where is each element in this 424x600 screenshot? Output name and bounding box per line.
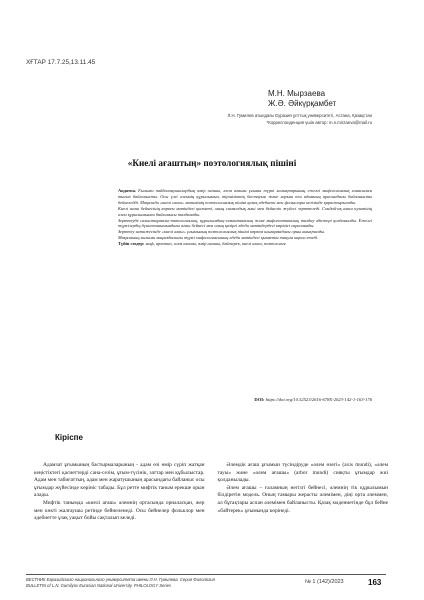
body-paragraph: Адамзат ұғымының бастырмаларының - адам өзі өмір сүріп жатқан кеңістіктегі қасиеттерді сана-сезім, ұғым-түсінік, заттар мен құбылыстар. Адам мен табиғаттың, адам мен жаратушының арасындағы байланыс осы ұғымдар жүйесінде көрініс табады. Бұл ретте мифтік таным ерекше орын алады. — [34, 462, 205, 499]
abstract-label: Аңдатпа. — [118, 188, 136, 193]
abstract-paragraph: Зерттеу нәтижесінде «киелі ағаш» ұғымының поэтологиялық пішіні көркем шығармадағы орны анықталды. — [118, 229, 326, 235]
doi-link[interactable]: https://doi.org/10.32523/2616-678X-2023-142-1-163-176 — [265, 397, 372, 402]
page-number: 163 — [368, 578, 382, 587]
keywords-line — [118, 241, 372, 247]
journal-name — [26, 577, 215, 589]
doi-line — [254, 397, 372, 402]
abstract-block — [118, 188, 372, 247]
abstract-paragraph: Зерттеуде салыстырмалы-типологиялық, құрылымдық-семантикалық және мифопоэтикалық талдау әдістері қолданылды. Ежелгі түркілердің дүниетанымындағы ағаш бейнесі мен оның қазіргі әдеби мәтіндердегі көрінісі сараланады. — [118, 217, 372, 229]
abstract-paragraph: Мақаланың ғылыми маңыздылығы түркі мифологиясының әдеби мәтіндегі қызметін тануға ықпал етеді. — [118, 235, 319, 241]
body-paragraph: Мифтік танымда «киелі ағаш» әлемнің ортасында орналасқан, жер мен көкті жалғаушы ретінде бейнеленеді. Осы бейнелер фольклор мен әдебиетте ұзақ уақыт бойы сақталып келеді. — [34, 499, 205, 522]
authors-block — [268, 89, 336, 109]
author-name: М.Н. Мырзаева — [268, 89, 326, 98]
section-heading: Кіріспе — [55, 433, 83, 442]
right-column — [218, 462, 389, 523]
doi-label: DOI: — [254, 397, 265, 402]
author-name: Ж.Ә. Әйкүрқамбет — [268, 99, 337, 108]
affiliation-block — [227, 113, 372, 126]
keywords-label: Түйін сөздер: — [118, 241, 145, 247]
keywords-text: миф, архетип, әлем ағашы, өмір ағашы, бәйтерек, киелі ағаш, поэтология — [145, 241, 286, 247]
body-paragraph: Әлем ағашы – ғаламның негізгі бейнесі, әлемнің тік құрылымын білдіретін модель. Оның тамыры жерасты әлемімен, діңі орта әлеммен, ал бұтақтары аспан әлемімен байланысты. Қазақ мәдениетінде бұл бейне «бәйтерек» ұғымында көрінеді. — [217, 484, 388, 514]
abstract-paragraph: Аңдатпа. Ғылыми пайдаланушылардың өмір ағашы, әлем ағашы ұғымы түркі халықтарының ежелгі мифологиялық санасымен тығыз байланысты. Осы үлгі әлемнің құрылымын, тіршіліктің бастауын және ғарыш пен адамның арасындағы байланысты бейнелейді. Мақалада «киелі ағаш» мотивінің поэтологиялық пішіні қазақ әдебиеті мен фольклоры негізінде қарастырылады. — [118, 188, 372, 205]
footer-divider — [26, 574, 386, 575]
abstract-paragraph: Киелі ағаш бейнесінің көркем мәтіндегі қызметі, оның символдық мәні мен бейнелік жүйесі зерттеледі. Сондай-ақ ағаш культінің әлем құрылымымен байланысы талданады. — [118, 205, 372, 217]
issue-number: № 1 (142)/2023 — [305, 579, 344, 585]
correspondence-line: *Корреспонденция үшін автор: m.n.mirzaeva@mail.ru — [266, 119, 372, 125]
article-title: «Киелі ағаштың» поэтологиялық пішіні — [127, 158, 297, 168]
journal-line-ru: ВЕСТНИК Евразийского национального университета имени Л.Н. Гумилева. Серия Филология — [26, 577, 215, 582]
affiliation-line: Л.Н. Гумилев атындағы Еуразия ұлттық университеті, Астана, Қазақстан — [227, 113, 372, 118]
left-column — [34, 462, 205, 523]
journal-line-en: BULLETIN of L.N. Gumilyov Eurasian National University. PHILOLOGY Series — [26, 583, 172, 589]
classification-code: ХҒТАР 17.7.25,13.11.45 — [26, 59, 96, 66]
body-paragraph: Әлемдік ағаш ұғымын түсіндіруде «әлем өзегі» (axis mundi), «әлем тауы» және «әлем ағашы» (arbor mundi) сияқты ұғымдар жиі қолданылады. — [217, 462, 388, 484]
body-columns — [34, 462, 388, 523]
